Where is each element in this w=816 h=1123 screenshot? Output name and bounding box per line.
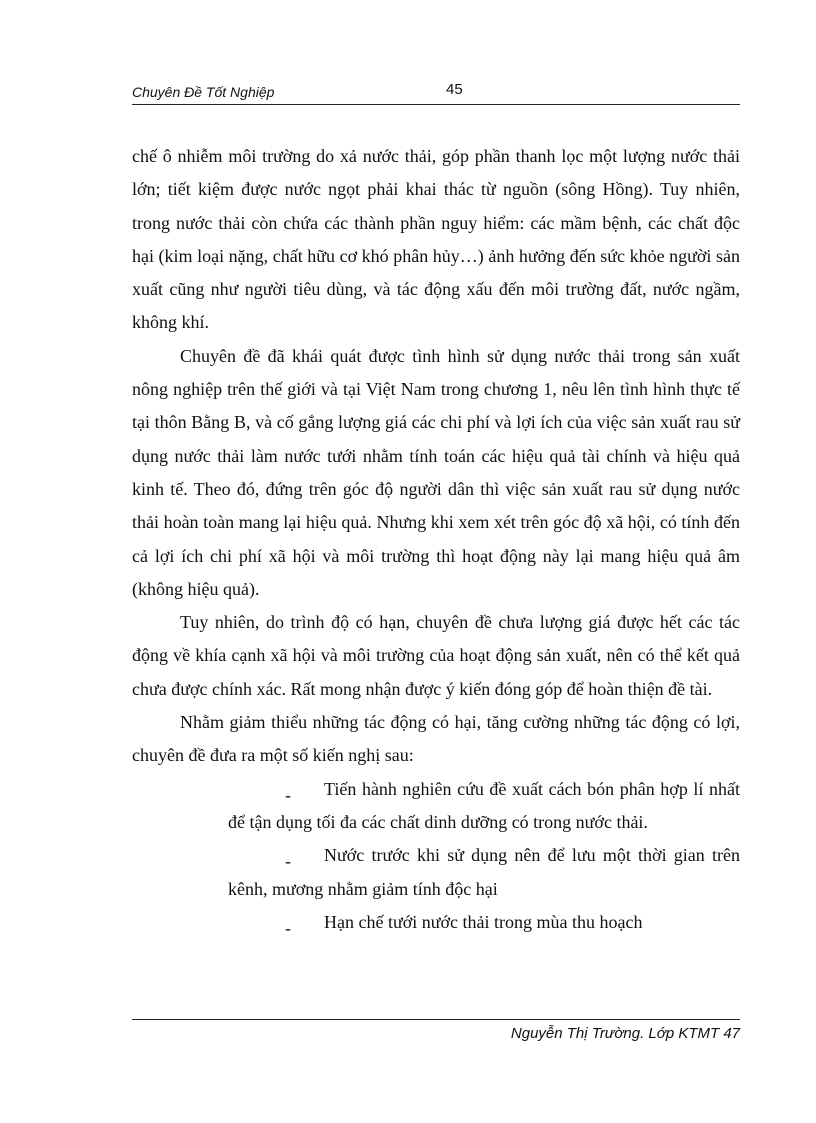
- paragraph: chế ô nhiễm môi trường do xả nước thải, góp phần thanh lọc một lượng nước thải lớn; tiết kiệm được nước ngọt phải khai thác từ nguồn (sông Hồng). Tuy nhiên, trong nước thải còn chứa các thành phần nguy hiểm: các mầm bệnh, các chất độc hại (kim loại nặng, chất hữu cơ khó phân hủy…) ảnh hưởng đến sức khỏe người sản xuất cũng như người tiêu dùng, và tác động xấu đến môi trường đất, nước ngầm, không khí.: [132, 146, 740, 333]
- paragraph: Nhằm giảm thiểu những tác động có hại, tăng cường những tác động có lợi, chuyên đề đưa ra một số kiến nghị sau:: [132, 712, 740, 766]
- document-body: [132, 140, 740, 939]
- bullet-dash: -: [285, 784, 291, 805]
- list-item: [228, 906, 740, 939]
- page-header: [132, 80, 740, 105]
- bullet-dash: -: [285, 851, 291, 872]
- paragraph: Tuy nhiên, do trình độ có hạn, chuyên đề chưa lượng giá được hết các tác động về khía cạnh xã hội và môi trường của hoạt động sản xuất, nên có thể kết quả chưa được chính xác. Rất mong nhận được ý kiến đóng góp để hoàn thiện đề tài.: [132, 612, 740, 699]
- paragraph: Chuyên đề đã khái quát được tình hình sử dụng nước thải trong sản xuất nông nghiệp trên thế giới và tại Việt Nam trong chương 1, nêu lên tình hình thực tế tại thôn Bằng B, và cố gắng lượng giá các chi phí và lợi ích của việc sản xuất rau sử dụng nước thải làm nước tưới nhằm tính toán các hiệu quả tài chính và hiệu quả kinh tế. Theo đó, đứng trên góc độ người dân thì việc sản xuất rau sử dụng nước thải hoàn toàn mang lại hiệu quả. Nhưng khi xem xét trên góc độ xã hội, có tính đến cả lợi ích chi phí xã hội và môi trường thì hoạt động này lại mang hiệu quả âm (không hiệu quả).: [132, 345, 740, 599]
- list-item: [228, 773, 740, 840]
- bullet-dash: -: [285, 917, 291, 938]
- list-item-text: Tiến hành nghiên cứu đề xuất cách bón phân hợp lí nhất để tận dụng tối đa các chất dinh dưỡng có trong nước thải.: [228, 778, 740, 832]
- list-item: [228, 839, 740, 906]
- list-item-text: Nước trước khi sử dụng nên để lưu một thời gian trên kênh, mương nhằm giảm tính độc hại: [228, 845, 740, 899]
- page-number: 45: [446, 81, 463, 98]
- footer-author: Nguyễn Thị Trường. Lớp KTMT 47: [510, 1025, 740, 1042]
- list-item-text: Hạn chế tưới nước thải trong mùa thu hoạch: [324, 911, 643, 932]
- recommendation-list: [132, 773, 740, 939]
- header-title: Chuyên Đề Tốt Nghiệp: [132, 84, 275, 100]
- page-footer: [132, 1019, 740, 1042]
